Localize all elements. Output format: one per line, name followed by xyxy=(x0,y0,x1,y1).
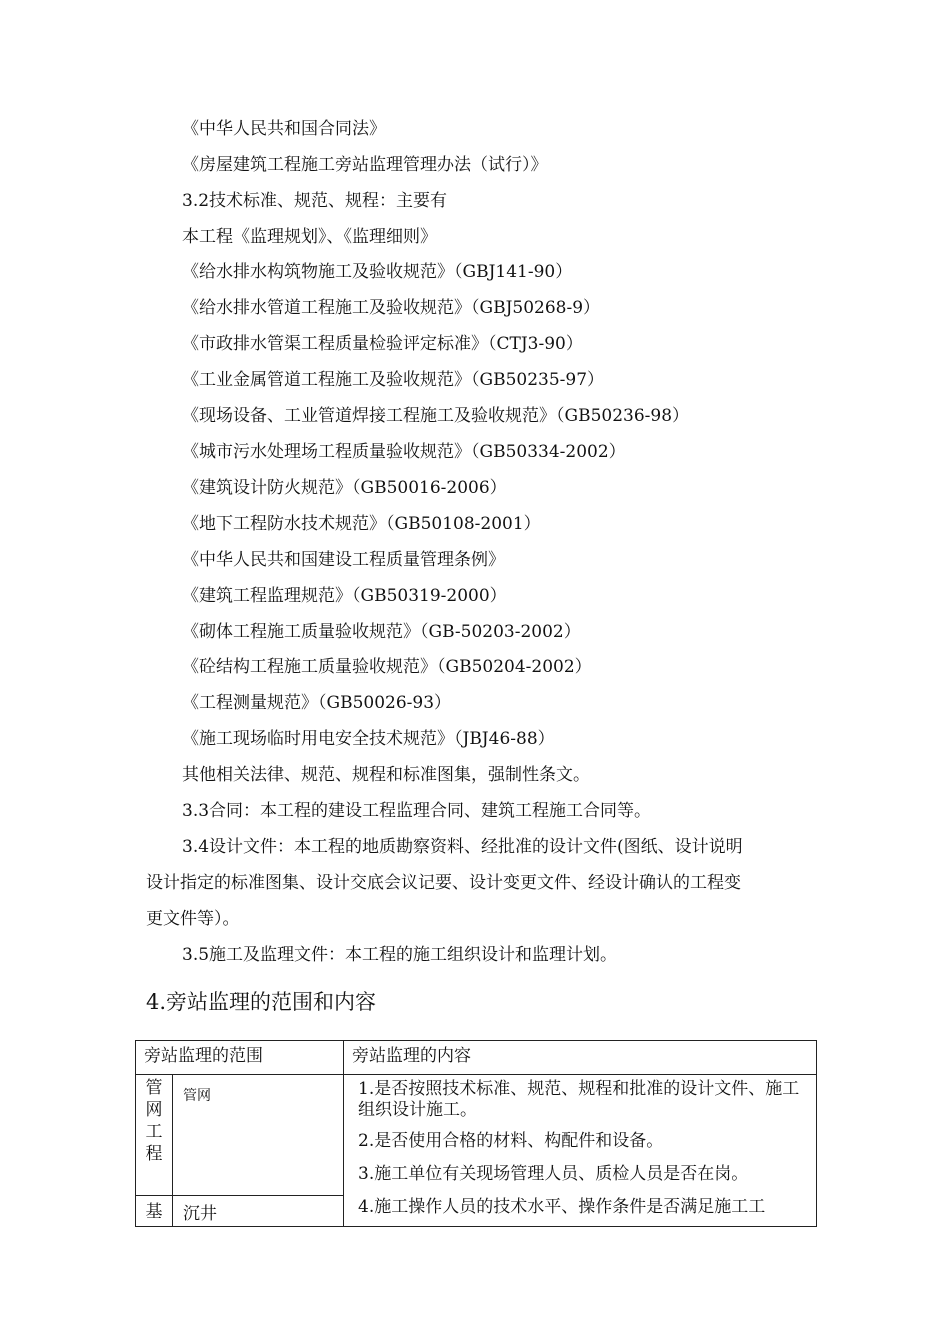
paragraph-3: 3.2技术标准、规范、规程：主要有 xyxy=(182,191,448,211)
item-pipe-network: 管网 xyxy=(183,1088,211,1104)
paragraph-10: 《城市污水处理场工程质量验收规范》（GB50334-2002） xyxy=(182,442,626,462)
paragraph-22: 设计指定的标准图集、设计交底会议记要、设计变更文件、经设计确认的工程变 xyxy=(146,873,741,893)
content-item-3: 3.施工单位有关现场管理人员、质检人员是否在岗。 xyxy=(358,1164,749,1184)
category-cell xyxy=(136,1075,173,1196)
paragraph-24: 3.5施工及监理文件：本工程的施工组织设计和监理计划。 xyxy=(182,945,618,965)
paragraph-8: 《工业金属管道工程施工及验收规范》（GB50235-97） xyxy=(182,370,605,390)
paragraph-14: 《建筑工程监理规范》（GB50319-2000） xyxy=(182,586,507,606)
paragraph-23: 更文件等）。 xyxy=(146,909,240,929)
header-content: 旁站监理的内容 xyxy=(352,1046,471,1066)
paragraph-2: 《房屋建筑工程施工旁站监理管理办法（试行）》 xyxy=(182,155,548,175)
paragraph-15: 《砌体工程施工质量验收规范》（GB-50203-2002） xyxy=(182,622,581,642)
item-caisson: 沉井 xyxy=(183,1203,217,1224)
paragraph-13: 《中华人民共和国建设工程质量管理条例》 xyxy=(182,550,505,570)
paragraph-7: 《市政排水管渠工程质量检验评定标准》（CTJ3-90） xyxy=(182,334,583,354)
paragraph-5: 《给水排水构筑物施工及验收规范》（GBJ141-90） xyxy=(182,262,573,282)
content-item-2: 2.是否使用合格的材料、构配件和设备。 xyxy=(358,1131,664,1151)
header-content-cell xyxy=(344,1041,817,1075)
content-cell xyxy=(344,1075,817,1227)
paragraph-16: 《砼结构工程施工质量验收规范》（GB50204-2002） xyxy=(182,657,592,677)
paragraph-19: 其他相关法律、规范、规程和标准图集，强制性条文。 xyxy=(182,765,590,785)
scope-content-table xyxy=(135,1040,817,1227)
paragraph-21: 3.4设计文件：本工程的地质勘察资料、经批准的设计文件(图纸、设计说明 xyxy=(182,837,743,857)
paragraph-20: 3.3合同：本工程的建设工程监理合同、建筑工程施工合同等。 xyxy=(182,801,652,821)
paragraph-11: 《建筑设计防火规范》（GB50016-2006） xyxy=(182,478,507,498)
section-heading: 4.旁站监理的范围和内容 xyxy=(146,990,377,1014)
item-cell xyxy=(173,1075,344,1196)
category-cell xyxy=(136,1196,173,1227)
header-scope-cell xyxy=(136,1041,344,1075)
content-item-1: 1.是否按照技术标准、规范、规程和批准的设计文件、施工组织设计施工。 xyxy=(358,1079,800,1120)
table-row xyxy=(136,1075,817,1196)
category-pipe-network: 管网工程 xyxy=(145,1078,163,1164)
content-item-4: 4.施工操作人员的技术水平、操作条件是否满足施工工 xyxy=(358,1197,766,1217)
paragraph-17: 《工程测量规范》（GB50026-93） xyxy=(182,693,452,713)
header-scope: 旁站监理的范围 xyxy=(144,1046,263,1066)
paragraph-4: 本工程《监理规划》、《监理细则》 xyxy=(182,227,437,247)
category-foundation: 基 xyxy=(145,1202,163,1222)
item-cell xyxy=(173,1196,344,1227)
paragraph-18: 《施工现场临时用电安全技术规范》（JBJ46-88） xyxy=(182,729,555,749)
paragraph-9: 《现场设备、工业管道焊接工程施工及验收规范》（GB50236-98） xyxy=(182,406,690,426)
paragraph-1: 《中华人民共和国合同法》 xyxy=(182,119,386,139)
paragraph-6: 《给水排水管道工程施工及验收规范》（GBJ50268-9） xyxy=(182,298,601,318)
table-header-row xyxy=(136,1041,817,1075)
paragraph-12: 《地下工程防水技术规范》（GB50108-2001） xyxy=(182,514,541,534)
